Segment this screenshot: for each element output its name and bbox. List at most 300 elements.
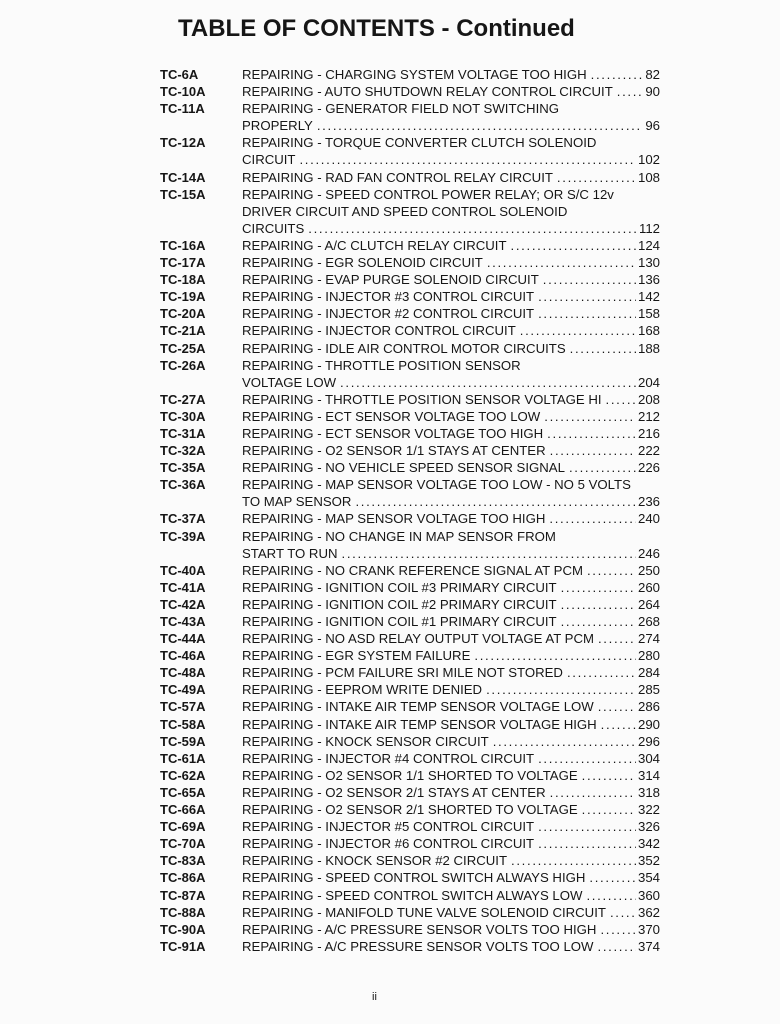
- dot-leader: [299, 151, 636, 168]
- toc-code: TC-42A: [160, 596, 206, 612]
- dot-leader: [561, 596, 636, 613]
- toc-code: TC-62A: [160, 767, 206, 783]
- dot-leader: [538, 305, 636, 322]
- dot-leader: [549, 510, 636, 527]
- toc-page-number: 322: [637, 802, 660, 818]
- toc-text: [242, 562, 660, 579]
- toc-entry: [160, 528, 660, 562]
- toc-entry: [160, 391, 660, 408]
- toc-title: REPAIRING - IGNITION COIL #1 PRIMARY CIRCUIT: [242, 614, 557, 629]
- dot-leader: [493, 733, 636, 750]
- toc-line: [160, 681, 660, 698]
- dot-leader: [570, 340, 636, 357]
- toc-text: [242, 476, 660, 493]
- toc-line: [160, 134, 660, 151]
- toc-code: TC-49A: [160, 682, 206, 698]
- toc-text: [242, 254, 660, 271]
- toc-line: [160, 852, 660, 869]
- toc-entry: [160, 186, 660, 237]
- toc-entry: [160, 100, 660, 134]
- toc-title: TO MAP SENSOR: [242, 494, 352, 510]
- toc-line: [160, 579, 660, 596]
- dot-leader: [587, 562, 636, 579]
- toc-code: TC-88A: [160, 904, 206, 920]
- toc-code: TC-12A: [160, 135, 206, 151]
- dot-leader: [598, 938, 636, 955]
- dot-leader: [582, 801, 636, 818]
- dot-leader: [538, 835, 636, 852]
- toc-code: TC-44A: [160, 631, 206, 647]
- toc-entry: [160, 134, 660, 168]
- toc-page-number: 326: [637, 819, 660, 835]
- toc-code: TC-61A: [160, 750, 206, 766]
- toc-entry: [160, 271, 660, 288]
- toc-title: REPAIRING - EEPROM WRITE DENIED: [242, 682, 483, 698]
- toc-code: TC-35A: [160, 460, 206, 476]
- toc-code: TC-21A: [160, 323, 206, 339]
- toc-entry: [160, 801, 660, 818]
- toc-line: [160, 340, 660, 357]
- toc-line: [160, 545, 660, 562]
- toc-code: TC-43A: [160, 614, 206, 629]
- dot-leader: [308, 220, 637, 237]
- toc-title: REPAIRING - RAD FAN CONTROL RELAY CIRCUIT: [242, 169, 553, 185]
- toc-text: [242, 852, 660, 869]
- toc-entry: [160, 818, 660, 835]
- toc-page-number: 268: [637, 614, 660, 629]
- toc-title: REPAIRING - MAP SENSOR VOLTAGE TOO HIGH: [242, 511, 546, 527]
- toc-line: [160, 288, 660, 305]
- toc-page-number: 286: [637, 699, 660, 715]
- toc-code: TC-48A: [160, 665, 206, 681]
- toc-line: [160, 869, 660, 886]
- toc-page-number: 124: [637, 237, 660, 253]
- toc-page-number: 274: [637, 631, 660, 647]
- dot-leader: [589, 869, 636, 886]
- toc-text: [242, 869, 660, 886]
- toc-page-number: 130: [637, 255, 660, 271]
- toc-text: [242, 425, 660, 442]
- toc-entry: [160, 904, 660, 921]
- toc-line: [160, 374, 660, 391]
- toc-page-number: 204: [637, 374, 660, 390]
- toc-line: [160, 100, 660, 117]
- toc-title: REPAIRING - INJECTOR #2 CONTROL CIRCUIT: [242, 306, 535, 322]
- dot-leader: [598, 630, 636, 647]
- toc-title: REPAIRING - AUTO SHUTDOWN RELAY CONTROL CIRCUIT: [242, 84, 613, 100]
- toc-code: TC-40A: [160, 562, 206, 578]
- toc-page-number: 96: [645, 118, 660, 134]
- page-title: TABLE OF CONTENTS - Continued: [178, 15, 575, 42]
- toc-page-number: 284: [637, 665, 660, 681]
- toc-title: REPAIRING - A/C CLUTCH RELAY CIRCUIT: [242, 237, 507, 253]
- toc-page-number: 290: [637, 716, 660, 732]
- toc-title: REPAIRING - EVAP PURGE SOLENOID CIRCUIT: [242, 272, 539, 288]
- toc-title: REPAIRING - NO CRANK REFERENCE SIGNAL AT PCM: [242, 562, 583, 578]
- toc-entry: [160, 613, 660, 630]
- toc-title: REPAIRING - TORQUE CONVERTER CLUTCH SOLENOID: [242, 135, 597, 151]
- toc-line: [160, 613, 660, 630]
- toc-text: [242, 322, 660, 339]
- toc-title: DRIVER CIRCUIT AND SPEED CONTROL SOLENOID: [242, 203, 568, 219]
- toc-page-number: 354: [637, 870, 660, 886]
- toc-title: REPAIRING - NO ASD RELAY OUTPUT VOLTAGE AT PCM: [242, 631, 594, 647]
- toc-text: [242, 305, 660, 322]
- toc-entry: [160, 340, 660, 357]
- toc-page-number: 158: [637, 306, 660, 322]
- toc-title: REPAIRING - O2 SENSOR 1/1 STAYS AT CENTER: [242, 443, 546, 459]
- toc-entry: [160, 322, 660, 339]
- dot-leader: [487, 254, 636, 271]
- toc-text: [242, 83, 660, 100]
- toc-entry: [160, 681, 660, 698]
- toc-code: TC-36A: [160, 477, 206, 493]
- toc-title: REPAIRING - INJECTOR #6 CONTROL CIRCUIT: [242, 836, 535, 852]
- toc-entry: [160, 357, 660, 391]
- toc-code: TC-6A: [160, 67, 199, 82]
- toc-text: [242, 510, 660, 527]
- toc-title: REPAIRING - SPEED CONTROL POWER RELAY; OR S/C 12v: [242, 186, 614, 202]
- toc-text: [242, 100, 660, 117]
- dot-leader: [586, 887, 636, 904]
- toc-title: VOLTAGE LOW: [242, 374, 337, 390]
- dot-leader: [538, 288, 636, 305]
- toc-line: [160, 237, 660, 254]
- toc-line: [160, 271, 660, 288]
- dot-leader: [355, 493, 636, 510]
- toc-code: TC-10A: [160, 84, 206, 100]
- toc-title: REPAIRING - THROTTLE POSITION SENSOR VOLTAGE HI: [242, 391, 602, 407]
- toc-title: REPAIRING - O2 SENSOR 2/1 SHORTED TO VOLTAGE: [242, 802, 578, 818]
- toc-page-number: 304: [637, 750, 660, 766]
- toc-code: TC-91A: [160, 938, 206, 954]
- toc-text: [242, 237, 660, 254]
- toc-line: [160, 904, 660, 921]
- toc-title: REPAIRING - IDLE AIR CONTROL MOTOR CIRCUITS: [242, 340, 566, 356]
- toc-entry: [160, 596, 660, 613]
- toc-text: [242, 493, 660, 510]
- toc-title: REPAIRING - INTAKE AIR TEMP SENSOR VOLTAGE HIGH: [242, 716, 597, 732]
- toc-code: TC-19A: [160, 289, 206, 305]
- dot-leader: [617, 83, 644, 100]
- toc-text: [242, 169, 660, 186]
- toc-text: [242, 681, 660, 698]
- toc-entry: [160, 408, 660, 425]
- dot-leader: [591, 66, 644, 83]
- dot-leader: [561, 613, 636, 630]
- toc-code: TC-66A: [160, 802, 206, 818]
- toc-page-number: 90: [645, 84, 660, 100]
- toc-page-number: 264: [637, 596, 660, 612]
- toc-text: [242, 767, 660, 784]
- toc-text: [242, 647, 660, 664]
- toc-entry: [160, 733, 660, 750]
- toc-title: REPAIRING - CHARGING SYSTEM VOLTAGE TOO HIGH: [242, 67, 587, 82]
- dot-leader: [486, 681, 636, 698]
- toc-title: REPAIRING - ECT SENSOR VOLTAGE TOO LOW: [242, 408, 541, 424]
- toc-line: [160, 476, 660, 493]
- dot-leader: [474, 647, 636, 664]
- toc-page-number: 212: [637, 408, 660, 424]
- toc-code: TC-30A: [160, 408, 206, 424]
- dot-leader: [317, 117, 643, 134]
- toc-title: CIRCUITS: [242, 220, 305, 236]
- toc-line: [160, 254, 660, 271]
- toc-entry: [160, 887, 660, 904]
- toc-page-number: 108: [637, 169, 660, 185]
- toc-entry: [160, 579, 660, 596]
- toc-page-number: 314: [637, 767, 660, 783]
- toc-text: [242, 203, 660, 220]
- toc-text: [242, 716, 660, 733]
- toc-text: [242, 835, 660, 852]
- table-of-contents: [160, 66, 660, 955]
- toc-page-number: 222: [637, 443, 660, 459]
- toc-text: [242, 374, 660, 391]
- toc-entry: [160, 784, 660, 801]
- toc-page-number: 374: [637, 938, 660, 954]
- toc-title: REPAIRING - ECT SENSOR VOLTAGE TOO HIGH: [242, 425, 544, 441]
- toc-entry: [160, 476, 660, 510]
- toc-title: REPAIRING - A/C PRESSURE SENSOR VOLTS TOO LOW: [242, 938, 594, 954]
- toc-code: TC-27A: [160, 391, 206, 407]
- toc-page-number: 226: [637, 460, 660, 476]
- toc-code: TC-83A: [160, 853, 206, 869]
- toc-text: [242, 733, 660, 750]
- toc-line: [160, 408, 660, 425]
- toc-entry: [160, 869, 660, 886]
- toc-page-number: 136: [637, 272, 660, 288]
- toc-page-number: 285: [637, 682, 660, 698]
- toc-entry: [160, 66, 660, 83]
- toc-code: TC-65A: [160, 784, 206, 800]
- toc-line: [160, 66, 660, 83]
- toc-line: [160, 305, 660, 322]
- toc-code: TC-39A: [160, 528, 206, 544]
- dot-leader: [582, 767, 636, 784]
- toc-text: [242, 134, 660, 151]
- toc-text: [242, 288, 660, 305]
- toc-page-number: 296: [637, 733, 660, 749]
- toc-text: [242, 117, 660, 134]
- toc-entry: [160, 169, 660, 186]
- toc-title: REPAIRING - SPEED CONTROL SWITCH ALWAYS LOW: [242, 887, 583, 903]
- toc-line: [160, 391, 660, 408]
- dot-leader: [544, 408, 636, 425]
- toc-title: REPAIRING - INJECTOR #3 CONTROL CIRCUIT: [242, 289, 535, 305]
- toc-entry: [160, 698, 660, 715]
- toc-entry: [160, 562, 660, 579]
- toc-code: TC-87A: [160, 887, 206, 903]
- toc-title: REPAIRING - THROTTLE POSITION SENSOR: [242, 357, 521, 373]
- toc-title: REPAIRING - PCM FAILURE SRI MILE NOT STORED: [242, 665, 563, 681]
- toc-entry: [160, 237, 660, 254]
- toc-line: [160, 733, 660, 750]
- toc-code: TC-57A: [160, 699, 206, 715]
- toc-code: TC-70A: [160, 836, 206, 852]
- toc-entry: [160, 664, 660, 681]
- toc-page-number: 250: [637, 562, 660, 578]
- dot-leader: [610, 904, 636, 921]
- toc-page-number: 240: [637, 511, 660, 527]
- toc-line: [160, 186, 660, 203]
- dot-leader: [511, 852, 636, 869]
- dot-leader: [598, 698, 636, 715]
- dot-leader: [340, 374, 636, 391]
- toc-page-number: 142: [637, 289, 660, 305]
- toc-title: REPAIRING - IGNITION COIL #2 PRIMARY CIRCUIT: [242, 596, 557, 612]
- toc-code: TC-26A: [160, 357, 206, 373]
- toc-entry: [160, 288, 660, 305]
- toc-text: [242, 151, 660, 168]
- toc-text: [242, 750, 660, 767]
- dot-leader: [543, 271, 636, 288]
- toc-line: [160, 921, 660, 938]
- toc-text: [242, 220, 660, 237]
- dot-leader: [606, 391, 636, 408]
- toc-code: TC-37A: [160, 511, 206, 527]
- toc-line: [160, 767, 660, 784]
- toc-line: [160, 562, 660, 579]
- toc-code: TC-58A: [160, 716, 206, 732]
- toc-text: [242, 904, 660, 921]
- toc-code: TC-17A: [160, 255, 206, 271]
- dot-leader: [561, 579, 636, 596]
- dot-leader: [601, 716, 636, 733]
- toc-title: REPAIRING - MANIFOLD TUNE VALVE SOLENOID CIRCUIT: [242, 904, 606, 920]
- toc-line: [160, 322, 660, 339]
- toc-code: TC-20A: [160, 306, 206, 322]
- toc-text: [242, 186, 660, 203]
- toc-page-number: 168: [637, 323, 660, 339]
- toc-code: TC-46A: [160, 648, 206, 664]
- toc-text: [242, 357, 660, 374]
- toc-text: [242, 938, 660, 955]
- toc-line: [160, 442, 660, 459]
- toc-text: [242, 921, 660, 938]
- toc-code: TC-31A: [160, 425, 206, 441]
- page-number: ii: [372, 991, 377, 1003]
- toc-text: [242, 66, 660, 83]
- toc-line: [160, 630, 660, 647]
- dot-leader: [567, 664, 636, 681]
- toc-title: REPAIRING - IGNITION COIL #3 PRIMARY CIRCUIT: [242, 579, 557, 595]
- toc-text: [242, 391, 660, 408]
- toc-title: REPAIRING - NO CHANGE IN MAP SENSOR FROM: [242, 528, 556, 544]
- dot-leader: [538, 750, 636, 767]
- toc-title: REPAIRING - INJECTOR #5 CONTROL CIRCUIT: [242, 819, 535, 835]
- toc-line: [160, 203, 660, 220]
- toc-title: REPAIRING - GENERATOR FIELD NOT SWITCHING: [242, 101, 560, 117]
- toc-entry: [160, 459, 660, 476]
- toc-code: TC-59A: [160, 733, 206, 749]
- toc-entry: [160, 647, 660, 664]
- toc-code: TC-18A: [160, 272, 206, 288]
- toc-title: CIRCUIT: [242, 152, 296, 168]
- toc-line: [160, 83, 660, 100]
- dot-leader: [550, 784, 636, 801]
- toc-text: [242, 340, 660, 357]
- toc-line: [160, 835, 660, 852]
- toc-entry: [160, 305, 660, 322]
- toc-title: REPAIRING - O2 SENSOR 1/1 SHORTED TO VOLTAGE: [242, 767, 578, 783]
- toc-code: TC-25A: [160, 340, 206, 356]
- toc-text: [242, 528, 660, 545]
- dot-leader: [520, 322, 636, 339]
- toc-line: [160, 750, 660, 767]
- toc-title: REPAIRING - O2 SENSOR 2/1 STAYS AT CENTER: [242, 784, 546, 800]
- toc-page-number: 362: [637, 904, 660, 920]
- toc-entry: [160, 767, 660, 784]
- toc-line: [160, 938, 660, 955]
- toc-code: TC-15A: [160, 186, 206, 202]
- toc-entry: [160, 835, 660, 852]
- toc-code: TC-41A: [160, 579, 206, 595]
- toc-line: [160, 493, 660, 510]
- toc-page-number: 342: [637, 836, 660, 852]
- toc-line: [160, 596, 660, 613]
- toc-text: [242, 442, 660, 459]
- toc-text: [242, 801, 660, 818]
- toc-line: [160, 801, 660, 818]
- toc-entry: [160, 425, 660, 442]
- toc-line: [160, 357, 660, 374]
- dot-leader: [569, 459, 636, 476]
- toc-page-number: 280: [637, 648, 660, 664]
- dot-leader: [600, 921, 636, 938]
- toc-text: [242, 630, 660, 647]
- toc-text: [242, 818, 660, 835]
- toc-code: TC-90A: [160, 921, 206, 937]
- toc-entry: [160, 254, 660, 271]
- toc-text: [242, 887, 660, 904]
- toc-page-number: 82: [645, 67, 660, 82]
- toc-page-number: 246: [637, 545, 660, 561]
- dot-leader: [511, 237, 636, 254]
- toc-text: [242, 784, 660, 801]
- toc-page-number: 352: [637, 853, 660, 869]
- toc-page-number: 318: [637, 784, 660, 800]
- toc-title: REPAIRING - INJECTOR CONTROL CIRCUIT: [242, 323, 516, 339]
- toc-line: [160, 151, 660, 168]
- toc-entry: [160, 630, 660, 647]
- toc-text: [242, 613, 660, 630]
- toc-entry: [160, 852, 660, 869]
- toc-line: [160, 818, 660, 835]
- toc-entry: [160, 442, 660, 459]
- toc-text: [242, 579, 660, 596]
- toc-code: TC-69A: [160, 819, 206, 835]
- dot-leader: [547, 425, 636, 442]
- toc-code: TC-11A: [160, 101, 205, 117]
- toc-text: [242, 664, 660, 681]
- toc-line: [160, 784, 660, 801]
- toc-title: REPAIRING - EGR SYSTEM FAILURE: [242, 648, 471, 664]
- toc-line: [160, 510, 660, 527]
- toc-line: [160, 647, 660, 664]
- toc-title: REPAIRING - SPEED CONTROL SWITCH ALWAYS HIGH: [242, 870, 586, 886]
- toc-title: PROPERLY: [242, 118, 313, 134]
- toc-line: [160, 887, 660, 904]
- toc-entry: [160, 938, 660, 955]
- toc-entry: [160, 510, 660, 527]
- toc-text: [242, 545, 660, 562]
- toc-title: REPAIRING - INTAKE AIR TEMP SENSOR VOLTAGE LOW: [242, 699, 594, 715]
- toc-title: REPAIRING - KNOCK SENSOR CIRCUIT: [242, 733, 489, 749]
- toc-title: START TO RUN: [242, 545, 338, 561]
- dot-leader: [538, 818, 636, 835]
- toc-page-number: 236: [637, 494, 660, 510]
